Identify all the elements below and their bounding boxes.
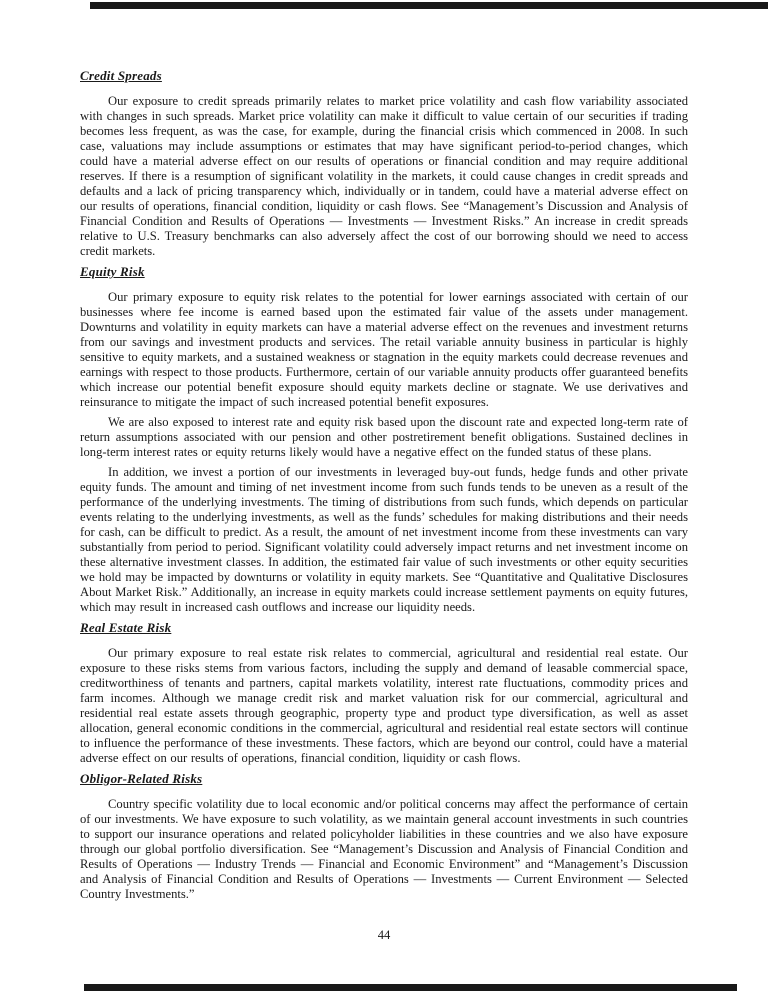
section-heading-real-estate-risk: Real Estate Risk — [80, 620, 172, 635]
page-footer — [0, 928, 768, 943]
paragraph-equity-risk-3: In addition, we invest a portion of our investments in leveraged buy-out funds, hedge funds and other private equity funds. The amount and timing of net investment income from such funds tends to be uneven as a result of the performance of the underlying investments. The timing of distributions from such funds, which depends on particular events relating to the underlying investments, as well as the funds’ schedules for making distributions and their needs for cash, can be difficult to predict. As a result, the amount of net investment income from these investments can vary substantially from period to period. Significant volatility could adversely impact returns and net investment income on these alternative investment classes. In addition, the estimated fair value of such investments or other equity securities we hold may be impacted by downturns or volatility in equity markets. See “Quantitative and Qualitative Disclosures About Market Risk.” Additionally, an increase in equity markets could increase settlement payments on equity futures, which may result in increased cash outflows and increase our liquidity needs. — [80, 465, 688, 614]
section-heading-obligor-related-risks: Obligor-Related Risks — [80, 771, 203, 786]
scan-artifact-bottom-bar — [84, 984, 737, 991]
page-number: 44 — [377, 928, 391, 942]
paragraph-equity-risk-1: Our primary exposure to equity risk relates to the potential for lower earnings associated with certain of our businesses where fee income is earned based upon the estimated fair value of the assets under management. Downturns and volatility in equity markets can have a material adverse effect on the revenues and investment returns from our savings and investment products and services. The retail variable annuity business in particular is highly sensitive to equity markets, and a sustained weakness or stagnation in the equity markets could decrease revenues and earnings with respect to those products. Furthermore, certain of our variable annuity products offer guaranteed benefits which increase our potential benefit exposure should equity markets decline or stagnate. We use derivatives and reinsurance to mitigate the impact of such increased potential benefit exposures. — [80, 290, 688, 409]
paragraph-obligor-related-risks-1: Country specific volatility due to local economic and/or political concerns may affect the performance of certain of our investments. We have exposure to such volatility, as we maintain general account investments in such countries to support our insurance operations and related policyholder liabilities in these countries and we also have exposure through our global portfolio diversification. See “Management’s Discussion and Analysis of Financial Condition and Results of Operations — Industry Trends — Financial and Economic Environment” and “Management’s Discussion and Analysis of Financial Condition and Results of Operations — Investments — Current Environment — Selected Country Investments.” — [80, 797, 688, 901]
paragraph-real-estate-risk-1: Our primary exposure to real estate risk relates to commercial, agricultural and residential real estate. Our exposure to these risks stems from various factors, including the supply and demand of leasable commercial space, creditworthiness of tenants and partners, capital markets volatility, interest rate fluctuations, commodity prices and farm incomes. Although we manage credit risk and market valuation risk for our commercial, agricultural and residential real estate assets through geographic, property type and product type diversification, as well as asset allocation, general economic conditions in the commercial, agricultural and residential real estate sectors will continue to influence the performance of these investments. These factors, which are beyond our control, could have a material adverse effect on our results of operations, financial condition, liquidity or cash flows. — [80, 646, 688, 765]
paragraph-equity-risk-2: We are also exposed to interest rate and equity risk based upon the discount rate and expected long-term rate of return assumptions associated with our pension and other postretirement benefit obligations. Sustained declines in long-term interest rates or equity returns likely would have a negative effect on the funded status of these plans. — [80, 415, 688, 459]
section-heading-equity-risk: Equity Risk — [80, 264, 145, 279]
paragraph-credit-spreads-1: Our exposure to credit spreads primarily relates to market price volatility and cash flow variability associated with changes in such spreads. Market price volatility can make it difficult to value certain of our securities if trading becomes less frequent, as was the case, for example, during the financial crisis which commenced in 2008. In such case, valuations may include assumptions or estimates that may have significant period-to-period changes, which could have a material adverse effect on our results of operations or financial condition and may require additional reserves. If there is a resumption of significant volatility in the markets, it could cause changes in credit spreads and defaults and a lack of pricing transparency which, individually or in tandem, could have a material adverse effect on our results of operations, financial condition, liquidity or cash flows. See “Management’s Discussion and Analysis of Financial Condition and Results of Operations — Investments — Investment Risks.” An increase in credit spreads relative to U.S. Treasury benchmarks can also adversely affect the cost of our borrowing should we need to access credit markets. — [80, 94, 688, 258]
section-heading-credit-spreads: Credit Spreads — [80, 68, 162, 83]
document-body — [80, 0, 688, 907]
